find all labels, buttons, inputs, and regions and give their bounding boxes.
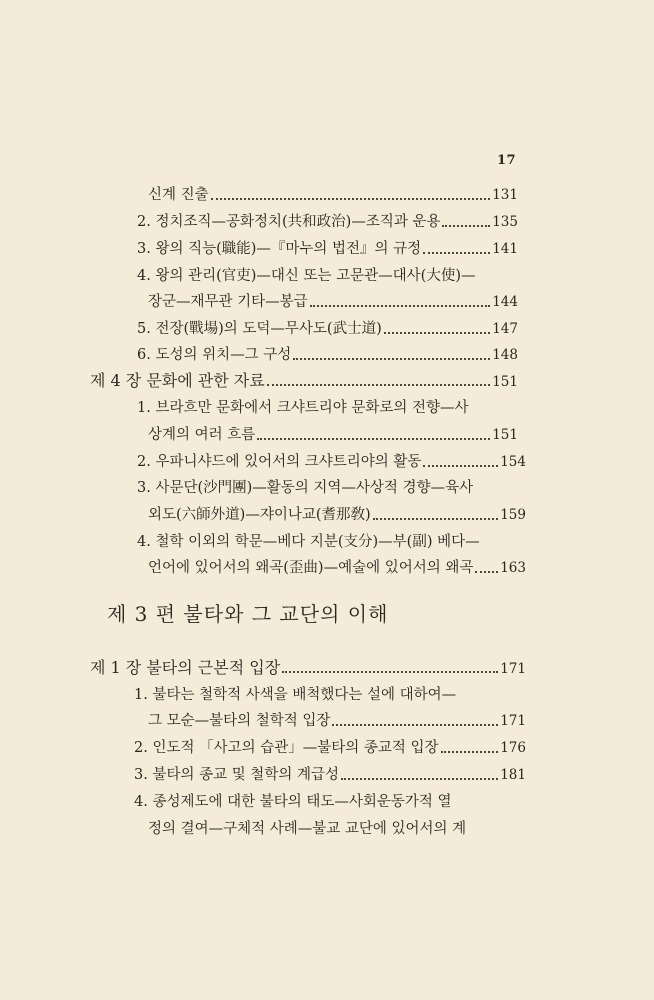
toc-entry-page: 154 <box>500 454 526 470</box>
toc-entry-text: 2. 정치조직—공화정치(共和政治)—조직과 운용 <box>137 214 441 230</box>
leader-dots <box>384 332 490 334</box>
part-title: 제 3 편 불타와 그 교단의 이해 <box>107 602 389 626</box>
leader-dots <box>373 518 499 520</box>
leader-dots <box>211 198 491 200</box>
toc-chapter <box>90 369 518 393</box>
toc-entry <box>148 183 518 207</box>
toc-entry-continued <box>137 530 480 554</box>
toc-entry-page: 144 <box>492 294 518 310</box>
toc-entry <box>134 736 526 760</box>
toc-entry-text: 1. 불타는 철학적 사색을 배척했다는 설에 대하여— <box>134 687 457 703</box>
chapter-title: 제 1 장 불타의 근본적 입장 <box>90 658 281 677</box>
leader-dots <box>332 724 498 726</box>
toc-entry-text: 언어에 있어서의 왜곡(歪曲)—예술에 있어서의 왜곡 <box>148 560 474 576</box>
toc-entry-text: 4. 왕의 관리(官吏)—대신 또는 고문관—대사(大使)— <box>137 268 476 284</box>
toc-entry <box>137 343 518 367</box>
toc-entry-text: 장군—재무관 기타—봉급 <box>148 294 308 310</box>
toc-entry-text: 2. 인도적 「사고의 습관」—불타의 종교적 입장 <box>134 740 439 756</box>
toc-entry-page: 159 <box>500 507 526 523</box>
chapter-title: 제 4 장 문화에 관한 자료 <box>90 371 265 390</box>
toc-entry-page: 181 <box>500 767 526 783</box>
toc-entry-text: 4. 철학 이외의 학문—베다 지분(支分)—부(副) 베다— <box>137 534 480 550</box>
toc-entry-page: 141 <box>492 241 518 257</box>
toc-entry <box>137 210 518 234</box>
toc-entry <box>148 423 518 447</box>
toc-entry-text: 3. 불타의 종교 및 철학의 계급성 <box>134 767 339 783</box>
toc-entry-page: 131 <box>492 187 518 203</box>
leader-dots <box>257 438 490 440</box>
toc-entry-continued <box>137 264 476 288</box>
leader-dots <box>475 571 498 573</box>
leader-dots <box>310 305 491 307</box>
toc-entry-page: 171 <box>500 713 526 729</box>
toc-entry-page: 148 <box>492 347 518 363</box>
toc-entry-text: 1. 브라흐만 문화에서 크샤트리야 문화로의 전향—사 <box>137 400 469 416</box>
toc-entry-text: 그 모순—불타의 철학적 입장 <box>148 713 331 729</box>
leader-dots <box>267 384 491 386</box>
toc-entry-text: 외도(六師外道)—쟈이나교(耆那敎) <box>148 507 371 523</box>
toc-entry-page: 135 <box>492 214 518 230</box>
toc-chapter <box>90 656 526 680</box>
toc-entry-text: 상계의 여러 흐름 <box>148 427 256 443</box>
toc-entry-continued <box>134 683 456 707</box>
toc-entry <box>137 317 518 341</box>
leader-dots <box>341 778 498 780</box>
toc-entry <box>148 503 526 527</box>
toc-entry-page: 147 <box>492 321 518 337</box>
toc-entry-continued <box>134 790 452 814</box>
chapter-page: 171 <box>500 661 526 677</box>
toc-entry-text: 2. 우파니샤드에 있어서의 크샤트리야의 활동 <box>137 454 422 470</box>
toc-entry-continued <box>137 476 473 500</box>
toc-entry <box>148 709 526 733</box>
toc-entry-page: 163 <box>500 560 526 576</box>
toc-entry-page: 176 <box>500 740 526 756</box>
toc-entry-text: 신계 진출 <box>148 187 209 203</box>
page-number: 17 <box>497 153 517 168</box>
toc-entry <box>134 763 526 787</box>
leader-dots <box>282 671 498 673</box>
leader-dots <box>442 225 490 227</box>
chapter-page: 151 <box>492 374 518 390</box>
toc-entry <box>137 237 518 261</box>
toc-entry-text: 3. 사문단(沙門團)—활동의 지역—사상적 경향—육사 <box>137 480 474 496</box>
toc-entry-text: 5. 전장(戰場)의 도덕—무사도(武士道) <box>137 321 382 337</box>
toc-entry-text: 4. 종성제도에 대한 불타의 태도—사회운동가적 열 <box>134 794 452 810</box>
toc-entry-page: 151 <box>492 427 518 443</box>
toc-entry-continued <box>137 396 469 420</box>
toc-entry-continued <box>148 817 466 841</box>
leader-dots <box>293 358 490 360</box>
toc-entry <box>148 556 526 580</box>
toc-entry-text: 6. 도성의 위치—그 구성 <box>137 347 292 363</box>
leader-dots <box>441 751 499 753</box>
toc-entry-text: 3. 왕의 직능(職能)—『마누의 법전』의 규정 <box>137 241 422 257</box>
toc-entry <box>148 290 518 314</box>
leader-dots <box>423 252 490 254</box>
toc-entry <box>137 450 526 474</box>
toc-entry-text: 정의 결여—구체적 사례—불교 교단에 있어서의 계 <box>148 821 467 837</box>
leader-dots <box>423 465 498 467</box>
